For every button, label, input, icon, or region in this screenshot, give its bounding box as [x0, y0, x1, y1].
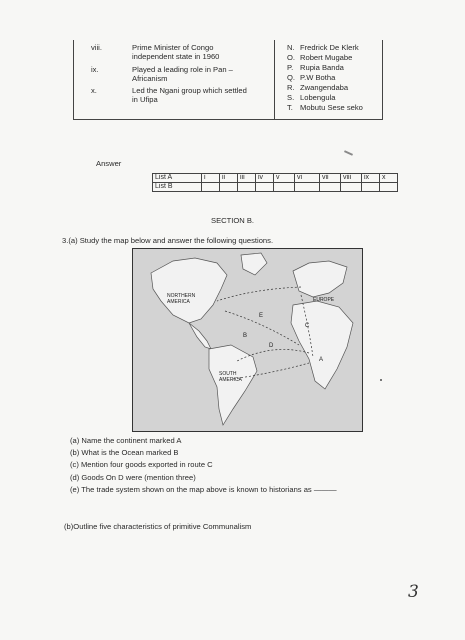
- label-c: C: [305, 323, 310, 329]
- answer-cell[interactable]: [256, 183, 274, 192]
- answer-row-a: [153, 174, 398, 183]
- sub-question-d: (d) Goods On D were (mention three): [70, 473, 196, 482]
- item-description: independent state in 1960: [132, 52, 220, 61]
- option-letter: R.: [287, 83, 295, 92]
- column-header: iv: [256, 174, 274, 183]
- row-label: List B: [153, 183, 202, 192]
- option-name: P.W Botha: [300, 73, 336, 82]
- answer-cell[interactable]: [320, 183, 341, 192]
- option-letter: N.: [287, 43, 295, 52]
- label-south-america: SOUTH: [219, 371, 237, 377]
- section-title: SECTION B.: [211, 216, 255, 225]
- option-letter: Q.: [287, 73, 296, 82]
- answer-row-b: [153, 183, 398, 192]
- label-a: A: [319, 357, 324, 363]
- sub-question-b: (b) What is the Ocean marked B: [70, 448, 179, 457]
- table-divider: [274, 40, 275, 119]
- column-header: viii: [341, 174, 362, 183]
- column-header: vii: [320, 174, 341, 183]
- answer-cell[interactable]: [380, 183, 398, 192]
- label-north-america: NORTHERN: [167, 293, 196, 299]
- option-name: Fredrick De Klerk: [300, 43, 359, 52]
- sub-question-e: (e) The trade system shown on the map above is known to historians as ———: [70, 485, 337, 494]
- answer-cell[interactable]: [341, 183, 362, 192]
- option-name: Mobutu Sese seko: [300, 103, 363, 112]
- item-description: Played a leading role in Pan –: [132, 65, 233, 74]
- dot-mark: [380, 379, 382, 381]
- label-b: B: [243, 333, 248, 339]
- page-number: 3: [408, 582, 419, 602]
- sub-question-c: (c) Mention four goods exported in route C: [70, 460, 213, 469]
- option-letter: S.: [287, 93, 295, 102]
- answer-grid: [152, 173, 398, 192]
- answer-cell[interactable]: [202, 183, 220, 192]
- option-name: Robert Mugabe: [300, 53, 353, 62]
- item-description: Led the Ngani group which settled: [132, 86, 247, 95]
- map-drawing: [133, 249, 362, 431]
- column-header: x: [380, 174, 398, 183]
- label-south-america-line2: AMERICA: [219, 377, 242, 383]
- item-number: ix.: [91, 65, 99, 74]
- item-description: in Ufipa: [132, 95, 158, 104]
- column-header: v: [274, 174, 295, 183]
- answer-cell[interactable]: [295, 183, 320, 192]
- column-header: ii: [220, 174, 238, 183]
- sub-question-a: (a) Name the continent marked A: [70, 436, 182, 445]
- answer-cell[interactable]: [238, 183, 256, 192]
- question-intro: 3.(a) Study the map below and answer the following questions.: [62, 236, 274, 245]
- label-e: E: [259, 313, 264, 319]
- item-description: Prime Minister of Congo: [132, 43, 214, 52]
- label-d: D: [269, 343, 274, 349]
- option-letter: O.: [287, 53, 296, 62]
- answer-cell[interactable]: [220, 183, 238, 192]
- option-name: Lobengula: [300, 93, 336, 102]
- answer-cell[interactable]: [362, 183, 380, 192]
- label-europe: EUROPE: [313, 297, 335, 303]
- option-letter: T.: [287, 103, 293, 112]
- answer-label: Answer: [96, 159, 122, 168]
- column-header: iii: [238, 174, 256, 183]
- item-description: Africanism: [132, 74, 168, 83]
- pen-mark: [344, 150, 353, 156]
- column-header: vi: [295, 174, 320, 183]
- column-header: ix: [362, 174, 380, 183]
- option-name: Rupia Banda: [300, 63, 344, 72]
- option-name: Zwangendaba: [300, 83, 349, 92]
- trade-map: [132, 248, 363, 432]
- matching-table: [73, 40, 383, 120]
- option-letter: P.: [287, 63, 294, 72]
- answer-cell[interactable]: [274, 183, 295, 192]
- item-number: x.: [91, 86, 97, 95]
- item-number: viii.: [91, 43, 102, 52]
- row-label: List A: [153, 174, 202, 183]
- label-north-america-line2: AMERICA: [167, 299, 190, 305]
- question-b: (b)Outline five characteristics of primitive Communalism: [64, 522, 252, 531]
- column-header: i: [202, 174, 220, 183]
